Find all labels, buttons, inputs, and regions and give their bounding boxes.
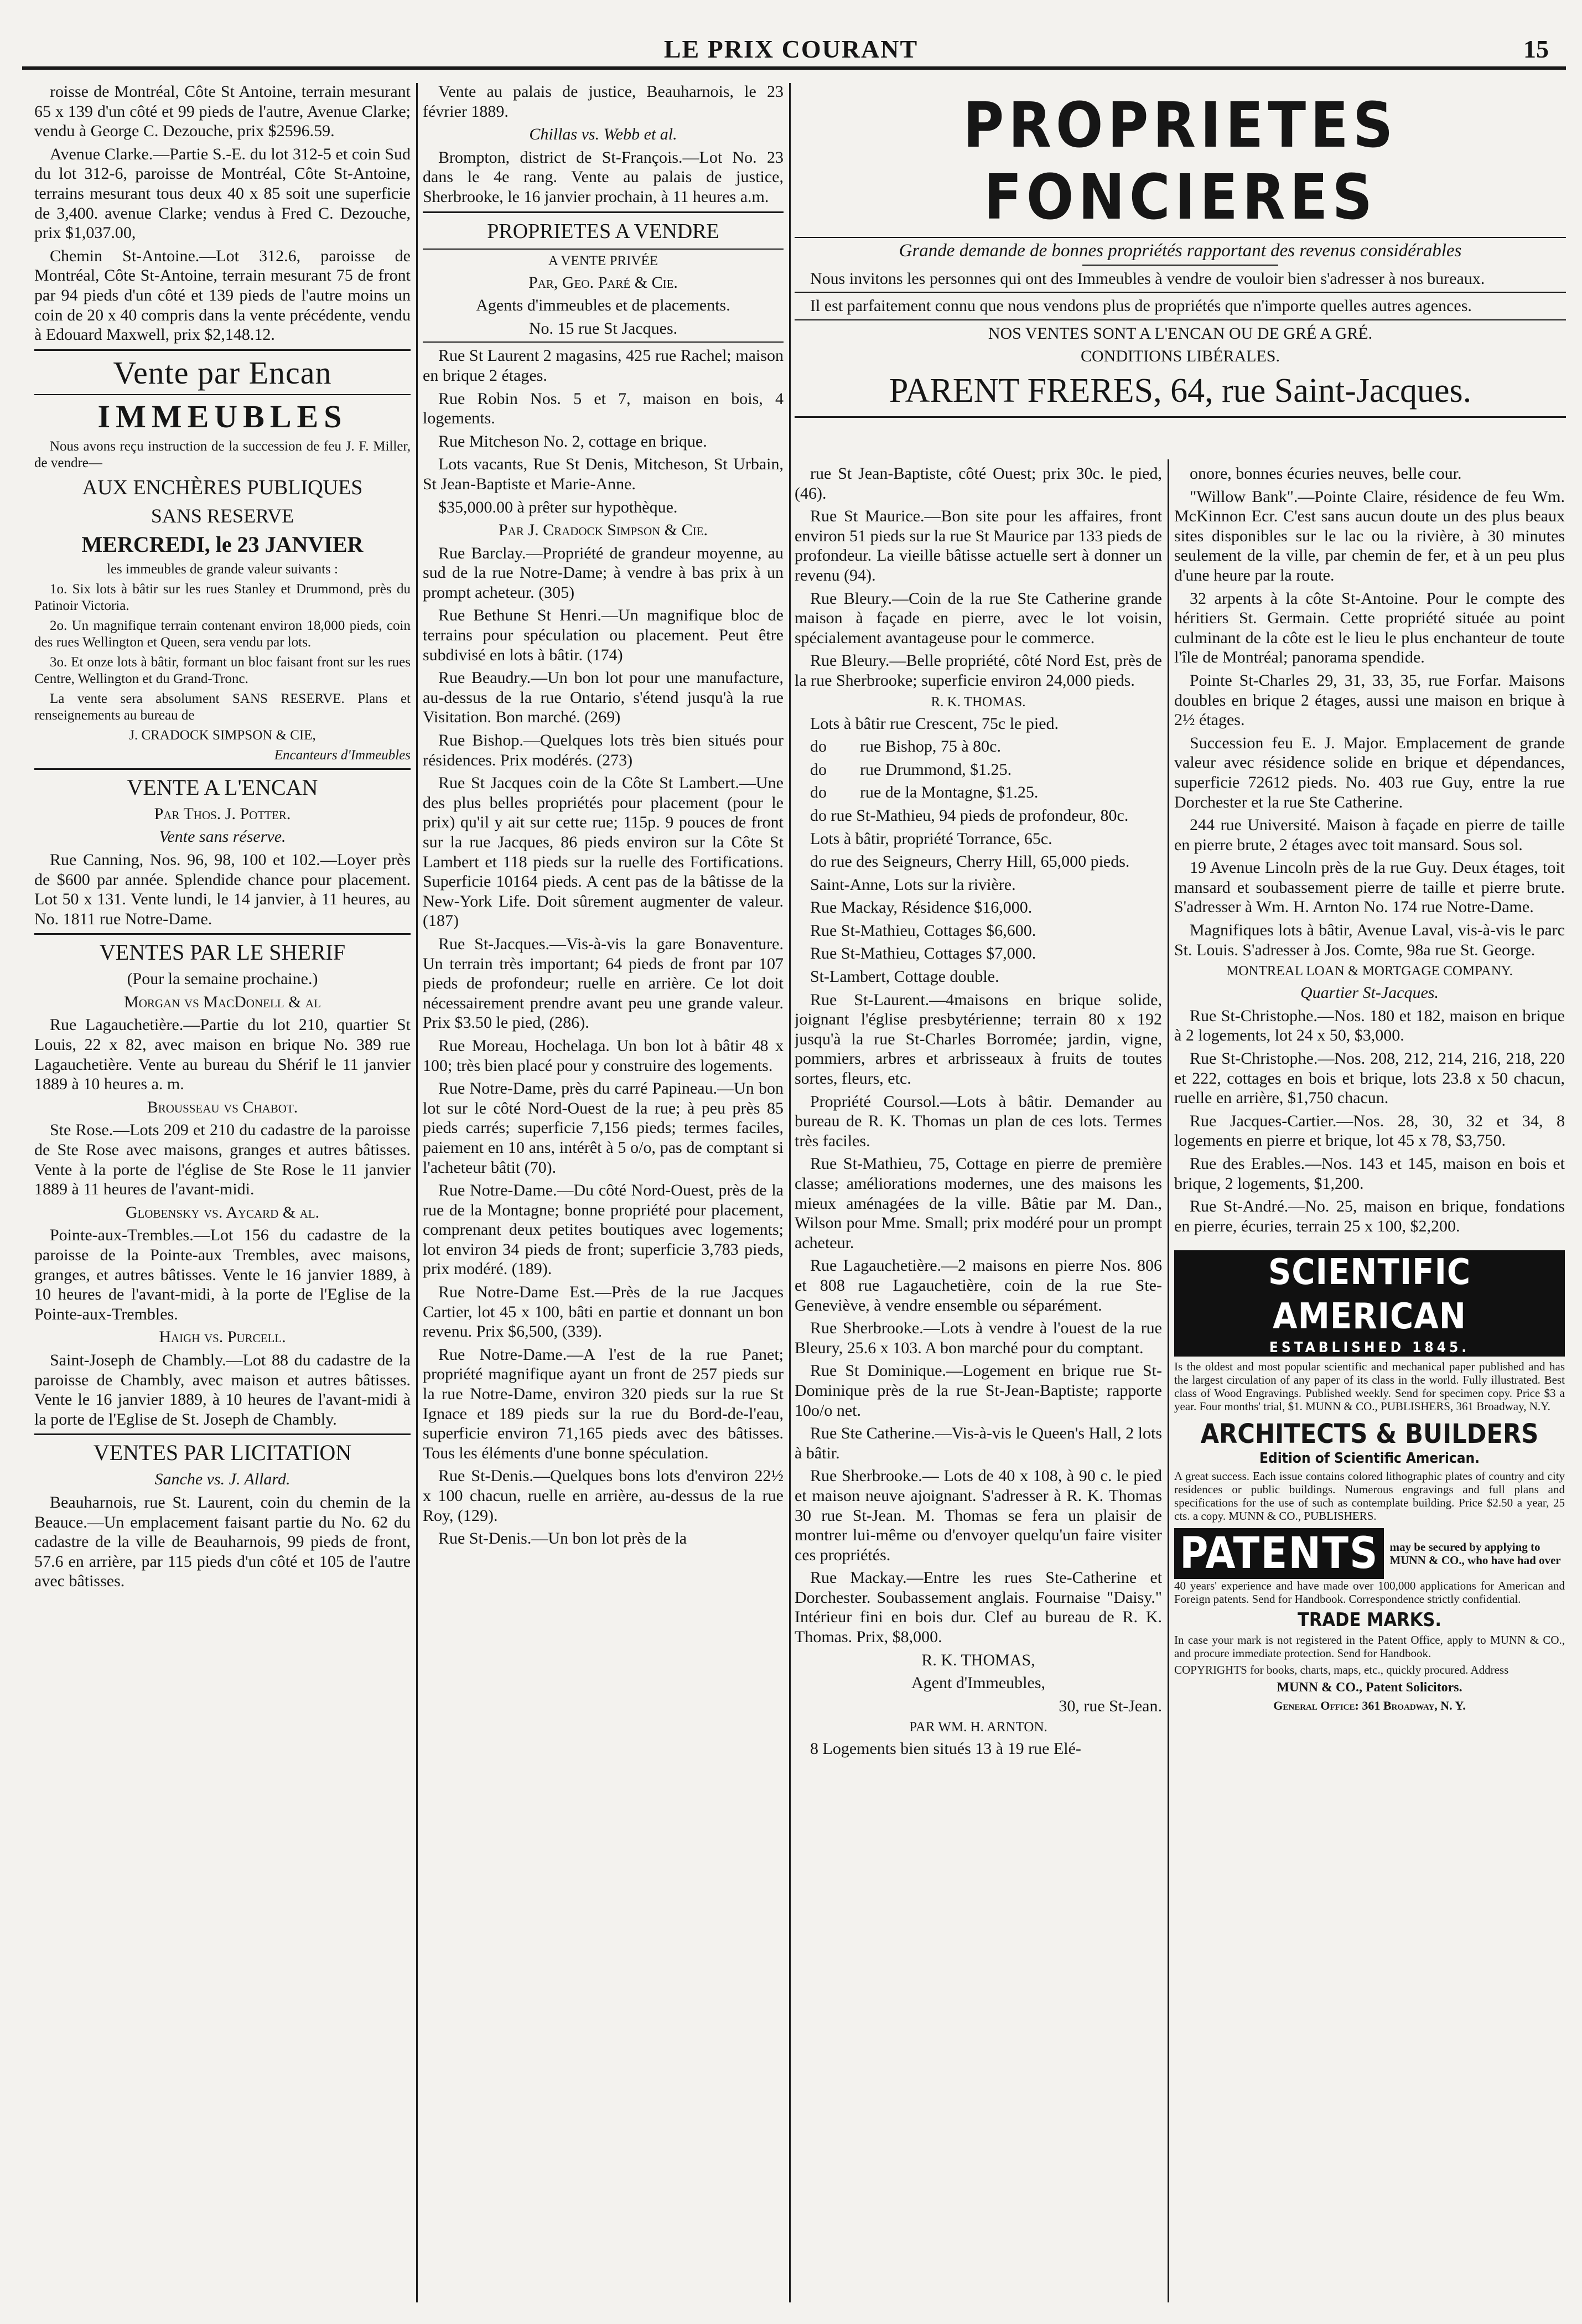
ad-title: SCIENTIFIC AMERICAN [1174,1250,1565,1339]
list-item: 1o. Six lots à bâtir sur les rues Stanley et Drummond, près du Patinoir Victoria. [34,581,411,613]
column-rule [1168,459,1169,2302]
paragraph: St-Lambert, Cottage double. [810,967,999,986]
paragraph: les immeubles de grande valeur suivants : [107,561,338,577]
ad-text: Is the oldest and most popular scientific and mechanical paper published and has the largest circulation of any paper of its class in the world. Fully illustrated. Best class of Wood Engravings. Published weekly. Send for specimen copy. Price $3 a year. Four months' trial, $1. MUNN & CO., PUBLISHERS, 361 Broadway, N.Y. [1174,1360,1565,1414]
section-heading: VENTES PAR LICITATION [93,1440,352,1466]
paragraph: Rue Bleury.—Coin de la rue Ste Catherine grande maison à façade en pierre, avec le lot voisin, spécialement avantageuse pour le commerce. [795,589,1162,647]
ad-text: A great success. Each issue contains colored lithographic plates of country and city residences or public buildings. Numerous engravings and full plans and specifications for the use of such as contemplate building. Price $2.50 a year, 25 cts. a copy. MUNN & CO., PUBLISHERS. [1174,1469,1565,1523]
ad-text: General Office: 361 Broadway, N. Y. [1273,1699,1466,1713]
signature: Encanteurs d'Immeubles [274,747,411,763]
paragraph: Pointe St-Charles 29, 31, 33, 35, rue Forfar. Maisons doubles en brique 2 étages, aussi une maison en brique à 2½ étages. [1174,671,1565,729]
divider [34,1433,411,1435]
paragraph: Rue St-Christophe.—Nos. 208, 212, 214, 216, 218, 220 et 222, cottages en bois et brique, lots 23.8 x 50 chacun, ruelle en arrière, $1,750 chacun. [1174,1049,1565,1107]
masthead-title: LE PRIX COURANT [663,35,919,63]
signature: J. CRADOCK SIMPSON & CIE, [129,727,316,743]
paragraph: Rue Bleury.—Belle propriété, côté Nord Est, près de la rue Sherbrooke; superficie environ 24,000 pieds. [795,651,1162,690]
paragraph: do rue St-Mathieu, 94 pieds de profondeur, 80c. [810,806,1129,825]
ad-subtitle: Edition of Scientific American. [1259,1450,1480,1467]
paragraph: Rue Bishop.—Quelques lots très bien situés pour résidences. Prix modérés. (273) [423,731,784,769]
paragraph: Rue Canning, Nos. 96, 98, 100 et 102.—Loyer près de $600 par année. Splendide chance pour placement. Lot 50 x 131. Vente lundi, le 14 janvier, à 11 heures, au No. 1811 rue Notre-Dame. [34,850,411,928]
paragraph: Saint-Joseph de Chambly.—Lot 88 du cadastre de la paroisse de Chambly, avec maison et autres bâtisses. Vente le 16 janvier 1889, à 10 heures de l'avant-midi à la porte de l'Eglise de St. Joseph de Chambly. [34,1350,411,1428]
divider [795,292,1566,293]
subheading: Agents d'immeubles et de placements. [476,296,730,315]
subheading: A VENTE PRIVÉE [548,253,658,268]
subheading: Sanche vs. J. Allard. [154,1470,291,1489]
subheading: Par, Geo. Paré & Cie. [528,273,678,292]
subheading: No. 15 rue St Jacques. [528,319,678,338]
paragraph: Rue Barclay.—Propriété de grandeur moyenne, au sud de la rue Notre-Dame; à vendre à bas prix à un prompt acheteur. (305) [423,544,784,602]
subheading: R. K. THOMAS. [931,694,1026,710]
paragraph: Il est parfaitement connu que nous vendons plus de propriétés que n'importe quelles autres agences. [810,297,1472,315]
paragraph: Rue Bethune St Henri.—Un magnifique bloc de terrains pour spéculation ou placement. Peut être subdivisé en lots à bâtir. (174) [423,606,784,664]
column-rule [416,83,418,2302]
paragraph: Rue St Maurice.—Bon site pour les affaires, front environ 51 pieds sur la rue St Maurice par 133 pieds de profondeur. La vieille bâtisse actuelle sert à donner un revenu (94). [795,507,1162,584]
paragraph: do rue Drummond, $1.25. [810,760,1012,779]
subheading: (Pour la semaine prochaine.) [127,970,318,988]
paragraph: Rue Notre-Dame.—Du côté Nord-Ouest, près de la rue de la Montagne; bonne propriété pour placement, comprenant deux petites boutiques avec logements; lot environ 34 pieds de front; superficie 3,783 pieds, prix modéré. (189). [423,1181,784,1279]
paragraph: Ste Rose.—Lots 209 et 210 du cadastre de la paroisse de Ste Rose avec maisons, granges et autres bâtisses. Vente à la porte de l'église de Ste Rose le 11 janvier 1889 à 11 heures de l'avant-midi. [34,1121,411,1199]
paragraph: Rue St Dominique.—Logement en brique rue St-Dominique près de la rue St-Jean-Baptiste; rapporte 10o/o net. [795,1362,1162,1420]
paragraph: Succession feu E. J. Major. Emplacement de grande valeur avec résidence solide en brique et dépendances, superficie 72612 pieds. No. 403 rue Guy, entre la rue Dorchester et la rue Ste Catherine. [1174,733,1565,811]
ad-text: COPYRIGHTS for books, charts, maps, etc., quickly procured. Address [1174,1663,1509,1677]
paragraph: Magnifiques lots à bâtir, Avenue Laval, vis-à-vis le parc St. Louis. S'adresser à Jos. Comte, 98a rue St. George. [1174,921,1565,959]
paragraph: Rue St-Christophe.—Nos. 180 et 182, maison en brique à 2 logements, lot 24 x 50, $3,000. [1174,1006,1565,1045]
subheading: Par J. Cradock Simpson & Cie. [499,521,708,540]
paragraph: Rue Mitcheson No. 2, cottage en brique. [438,432,707,451]
subheading: Par Thos. J. Potter. [154,804,291,823]
paragraph: Rue St-Laurent.—4maisons en brique solide, joignant l'église presbytérienne; terrain 80 x 192 jusqu'à la rue St-Charles Borromée; jardin, vigne, pommiers, arbres et arbrisseaux à fruits de toutes sortes, fleurs, etc. [795,990,1162,1088]
paragraph: Nous invitons les personnes qui ont des Immeubles à vendre de vouloir bien s'adresser à nos bureaux. [810,269,1485,288]
banner-title: PROPRIETES FONCIERES [963,90,1398,234]
subheading: AUX ENCHÈRES PUBLIQUES [82,475,363,499]
paragraph: Rue Lagauchetière.—2 maisons en pierre Nos. 806 et 808 rue Lagauchetière, coin de la rue Ste-Geneviève, à vendre ensemble ou séparément. [795,1256,1162,1314]
paragraph: do rue de la Montagne, $1.25. [810,783,1039,802]
paragraph: Rue St-Denis.—Un bon lot près de la [438,1529,687,1548]
paragraph: Rue Robin Nos. 5 et 7, maison en bois, 4 logements. [423,389,784,428]
scientific-american-ad [1174,1250,1565,1413]
column-1 [34,82,411,2307]
paragraph: 19 Avenue Lincoln près de la rue Guy. Deux étages, toit mansard et soubassement pierre de taille et pierre brute. S'adresser à Wm. H. Arnton No. 174 rue Notre-Dame. [1174,858,1565,917]
ad-subtitle: ESTABLISHED 1845. [1174,1339,1565,1357]
signature: 30, rue St-Jean. [1059,1696,1162,1715]
divider [795,237,1566,238]
subheading: Vente sans réserve. [159,827,286,846]
section-heading: PROPRIETES A VENDRE [487,219,719,243]
paragraph: Rue Ste Catherine.—Vis-à-vis le Queen's Hall, 2 lots à bâtir. [795,1424,1162,1462]
paragraph: Rue Sherbrooke.— Lots de 40 x 108, à 90 c. le pied et maison neuve ajoignant. S'adresser à R. K. Thomas 30 rue St-Jean. M. Thomas se fera un plaisir de montrer lui-même ou d'envoyer quelqu'un faire visiter ces propriétés. [795,1467,1162,1564]
ad-title: ARCHITECTS & BUILDERS [1200,1419,1539,1450]
paragraph: Brompton, district de St-François.—Lot No. 23 dans le 4e rang. Vente au palais de justice, Sherbrooke, le 16 janvier prochain, à 11 heures a.m. [423,148,784,206]
paragraph: Nous avons reçu instruction de la succession de feu J. F. Miller, de vendre— [34,438,411,470]
paragraph: Rue Notre-Dame, près du carré Papineau.—Un bon lot sur le côté Nord-Ouest de la rue; à peu près 85 pieds carrés; superficie 7,156 pieds; termes faciles, paiement en 10 ans, intérêt à 5 o/o, pas de comptant si l'acheteur bâtit (70). [423,1079,784,1177]
section-heading: VENTES PAR LE SHERIF [99,940,346,965]
section-heading: VENTE A L'ENCAN [127,774,318,800]
banner-subtitle: Grande demande de bonnes propriétés rapportant des revenus considérables [899,241,1462,261]
subheading: Globensky vs. Aycard & al. [125,1203,320,1221]
paragraph: Rue St-Mathieu, Cottages $6,600. [810,921,1036,940]
section-heading: IMMEUBLES [97,398,347,434]
ad-title: PATENTS [1174,1528,1384,1579]
divider [34,349,411,351]
signature: Agent d'Immeubles, [911,1674,1046,1692]
masthead-rule [22,66,1566,70]
subheading: MONTREAL LOAN & MORTGAGE COMPANY. [1226,964,1513,979]
paragraph: Chemin St-Antoine.—Lot 312.6, paroisse de Montréal, Côte St-Antoine, terrain mesurant 75 de front par 94 pieds d'un côté et 139 pieds de l'autre moins un coin de 20 x 40 compris dans la vente précédente, vendu à Edouard Maxwell, prix $2,148.12. [34,246,411,344]
ad-text: may be secured by applying to MUNN & CO., who have had over [1389,1540,1561,1567]
paragraph: 244 rue Université. Maison à façade en pierre de taille en pierre brute, 2 étages avec toit mansard. Sous sol. [1174,816,1565,854]
paragraph: 8 Logements bien situés 13 à 19 rue Elé- [810,1740,1081,1758]
subheading: Chillas vs. Webb et al. [529,125,677,144]
paragraph: do rue des Seigneurs, Cherry Hill, 65,000 pieds. [810,852,1130,871]
subheading: NOS VENTES SONT A L'ENCAN OU DE GRÉ A GRÉ. [988,324,1373,343]
patents-ad [1174,1528,1565,1579]
paragraph: Propriété Coursol.—Lots à bâtir. Demander au bureau de R. K. Thomas un plan de ces lots. Termes très faciles. [795,1092,1162,1150]
paragraph: Rue St-Mathieu, Cottages $7,000. [810,944,1036,963]
paragraph: Rue St Jacques coin de la Côte St Lambert.—Une des plus belles propriétés pour placement (pour le prix) qu'il y ait sur cette rue; 115p. 9 pouces de front sur la rue Jacques, 86 pieds environ sur la Côte St Lambert et 118 pieds sur la ruelle des Fortifications. Superficie 10164 pieds. A cent pas de la bâtisse de la New-York Life. Doit sûrement augmenter de valeur. (187) [423,774,784,930]
divider [423,211,784,213]
paragraph: Rue Lagauchetière.—Partie du lot 210, quartier St Louis, 22 x 82, avec maison en brique No. 389 rue Lagauchetière. Vente au bureau du Shérif le 11 janvier 1889 à 10 heures a. m. [34,1016,411,1094]
paragraph: 32 arpents à la côte St-Antoine. Pour le compte des héritiers St. Germain. Cette propriété située au point culminant de la côte est le lieu le plus enchanteur de toute l'île de Montréal; panorama spendide. [1174,589,1565,667]
architects-builders-ad [1174,1419,1565,1523]
paragraph: rue St Jean-Baptiste, côté Ouest; prix 30c. le pied, (46). [795,464,1162,503]
divider [423,249,784,250]
banner-block [795,82,1566,458]
paragraph: onore, bonnes écuries neuves, belle cour. [1190,464,1462,483]
paragraph: Rue Notre-Dame.—A l'est de la rue Panet; propriété magnifique ayant un front de 257 pieds sur la rue Notre-Dame, environ 320 pieds sur la rue St Ignace et 189 pieds sur la rue du Bord-de-l'eau, superficie environ 71,165 pieds avec des bâtisses. Tous les éléments d'une bonne spéculation. [423,1345,784,1462]
list-item: 2o. Un magnifique terrain contenant environ 18,000 pieds, coin des rues Wellington et Queen, sera vendu par lots. [34,618,411,650]
ad-text: 40 years' experience and have made over 100,000 applications for American and Foreign patents. Send for Handbook. Correspondence strictly confidential. [1174,1579,1565,1606]
paragraph: Rue St-André.—No. 25, maison en brique, fondations en pierre, écuries, terrain 25 x 100, $2,200. [1174,1197,1565,1235]
column-rule [789,83,791,2302]
paragraph: Lots vacants, Rue St Denis, Mitcheson, St Urbain, St Jean-Baptiste et Marie-Anne. [423,455,784,493]
subheading: PAR WM. H. ARNTON. [909,1720,1047,1735]
subheading: Brousseau vs Chabot. [147,1098,298,1116]
paragraph: $35,000.00 à prêter sur hypothèque. [438,498,678,516]
paragraph: Rue Notre-Dame Est.—Près de la rue Jacques Cartier, lot 45 x 100, bâti en partie et donnant un bon revenu. Prix $6,500, (339). [423,1283,784,1341]
divider [795,319,1566,320]
paragraph: Avenue Clarke.—Partie S.-E. du lot 312-5 et coin Sud du lot 312-6, paroisse de Montréal, Côte St-Antoine, terrains mesurant tous deux 40 x 85 soit une superficie de 3,400. avenue Clarke; vendus à Fred C. Dezouche, prix $1,037.00, [34,144,411,242]
paragraph: Rue Beaudry.—Un bon lot pour une manufacture, au-dessus de la rue Ontario, s'étend jusqu'à la rue Visitation. Bon marché. (269) [423,669,784,727]
subheading: MERCREDI, le 23 JANVIER [81,531,364,557]
banner-agency: PARENT FRERES, 64, rue Saint-Jacques. [889,371,1472,410]
subheading: Morgan vs MacDonell & al [124,992,321,1011]
paragraph: Rue Jacques-Cartier.—Nos. 28, 30, 32 et 34, 8 logements en pierre et brique, lot 45 x 78, $3,750. [1174,1111,1565,1150]
paragraph: Vente au palais de justice, Beauharnois, le 23 février 1889. [423,82,784,121]
divider [423,341,784,343]
paragraph: roisse de Montréal, Côte St Antoine, terrain mesurant 65 x 139 d'un côté et 99 pieds de l'autre, Avenue Clarke; vendu à George C. Dezouche, prix $2596.59. [34,82,411,141]
subheading: SANS RESERVE [151,504,294,527]
paragraph: Pointe-aux-Trembles.—Lot 156 du cadastre de la paroisse de la Pointe-aux Trembles, avec maisons, granges, et autres bâtisses. Vente le 16 janvier 1889, à 10 heures de l'avant-midi, à la porte de l'Eglise de la Pointe-aux-Trembles. [34,1226,411,1323]
paragraph: Rue des Erables.—Nos. 143 et 145, maison en bois et brique, 2 logements, $1,200. [1174,1155,1565,1193]
page-number: 15 [1523,35,1549,63]
subheading: Quartier St-Jacques. [1300,984,1439,1002]
divider [795,416,1566,418]
paragraph: Rue Moreau, Hochelaga. Un bon lot à bâtir 48 x 100; très bien placé pour y construire des logements. [423,1036,784,1075]
column-4 [1174,464,1565,2307]
list-item: 3o. Et onze lots à bâtir, formant un bloc faisant front sur les rues Centre, Wellington et du Grand-Tronc. [34,654,411,686]
ad-text: In case your mark is not registered in the Patent Office, apply to MUNN & CO., and procure immediate protection. Send for Handbook. [1174,1633,1565,1660]
divider [1082,265,1278,266]
signature: R. K. THOMAS, [921,1650,1035,1669]
paragraph: Rue St-Jacques.—Vis-à-vis la gare Bonaventure. Un terrain très important; 64 pieds de front par 107 pieds de profondeur; ruelle en arrière. Ce lot doit nécessairement prendre avant peu une grande valeur. Prix $3.50 le pied, (286). [423,934,784,1032]
subheading: CONDITIONS LIBÉRALES. [1081,347,1280,366]
paragraph: Rue Mackay, Résidence $16,000. [810,898,1033,917]
paragraph: Rue Sherbrooke.—Lots à vendre à l'ouest de la rue Bleury, 25.6 x 103. A bon marché pour du comptant. [795,1319,1162,1357]
paragraph: Saint-Anne, Lots sur la rivière. [810,875,1016,894]
section-heading: Vente par Encan [113,354,332,391]
column-2 [423,82,784,2307]
divider [34,933,411,935]
paragraph: Rue St Laurent 2 magasins, 425 rue Rachel; maison en brique 2 étages. [423,346,784,385]
ad-text: MUNN & CO., Patent Solicitors. [1277,1680,1462,1695]
subheading: Haigh vs. Purcell. [159,1328,286,1347]
paragraph: Rue St-Denis.—Quelques bons lots d'environ 22½ x 100 chacun, ruelle en arrière, au-dessus de la rue Roy, (129). [423,1467,784,1525]
divider [34,394,411,395]
column-3 [795,464,1162,2307]
ad-title: TRADE MARKS. [1297,1609,1442,1632]
paragraph: "Willow Bank".—Pointe Claire, résidence de feu Wm. McKinnon Ecr. C'est sans aucun doute un des plus beaux sites disponibles sur le lac ou la rivière, à 30 minutes seulement de la ville, par chemin de fer, et à un peu plus d'une heure par la route. [1174,487,1565,584]
paragraph: Lots à bâtir rue Crescent, 75c le pied. [810,714,1059,733]
paragraph: Beauharnois, rue St. Laurent, coin du chemin de la Beauce.—Un emplacement faisant partie du No. 62 du cadastre de la ville de Beauharnois, 99 pieds de front, 57.6 en arrière, par 115 pieds d'un côté et 105 de l'autre avec bâtisses. [34,1493,411,1591]
paragraph: Lots à bâtir, propriété Torrance, 65c. [810,829,1052,848]
paragraph: do rue Bishop, 75 à 80c. [810,737,1001,756]
paragraph: La vente sera absolument SANS RESERVE. Plans et renseignements au bureau de [34,691,411,723]
divider [34,768,411,770]
paragraph: Rue St-Mathieu, 75, Cottage en pierre de première classe; améliorations modernes, une des maisons les mieux aménagées de la ville. Bâtie par M. Dan., Wilson pour Mme. Small; prix modéré pour un prompt acheteur. [795,1155,1162,1252]
paragraph: Rue Mackay.—Entre les rues Ste-Catherine et Dorchester. Soubassement anglais. Fournaise "Daisy." Intérieur fini en bois dur. Clef au bureau de R. K. Thomas. Prix, $8,000. [795,1569,1162,1647]
